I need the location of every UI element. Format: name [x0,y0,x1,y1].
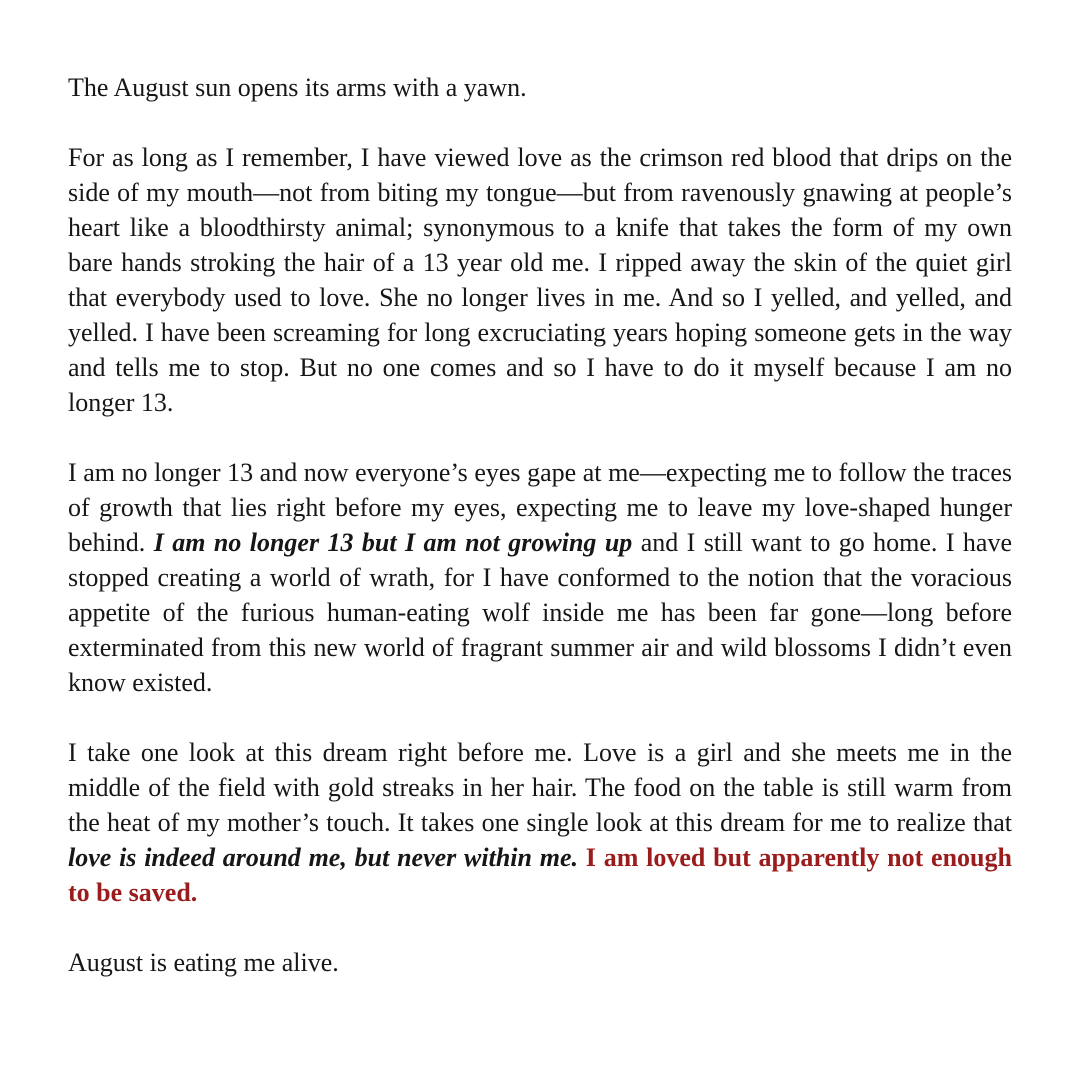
paragraph-3-text-c: and I still want to go home. I have stopped creating a world of wrath, for I have conformed to the notion that the voracious appetite of the furious human-eating wolf inside me has been far gone—long before exterminated from this new world of fragrant summer air and wild blossoms I didn’t even know existed. [68,528,1012,697]
paragraph-3 [68,455,1012,700]
paragraph-1-text: The August sun opens its arms with a yawn. [68,73,527,102]
paragraph-4 [68,735,1012,910]
paragraph-4-bold-italic-emphasis: love is indeed around me, but never within me. [68,843,579,872]
paragraph-5-text: August is eating me alive. [68,948,339,977]
paragraph-2 [68,140,1012,420]
paragraph-4-text-a: I take one look at this dream right before me. Love is a girl and she meets me in the middle of the field with gold streaks in her hair. The food on the table is still warm from the heat of my mother’s touch. It takes one single look at this dream for me to realize that [68,738,1012,837]
paragraph-5 [68,945,1012,980]
paragraph-4-red-emphasis: I am loved but apparently not enough to be saved. [68,843,1012,907]
paragraph-3-text-a: I am no longer 13 and now everyone’s eyes gape at me—expecting me to follow the traces of growth that lies right before my eyes, expecting me to leave my love-shaped hunger behind. [68,458,1012,557]
paragraph-2-text: For as long as I remember, I have viewed love as the crimson red blood that drips on the side of my mouth—not from biting my tongue—but from ravenously gnawing at people’s heart like a bloodthirsty animal; synonymous to a knife that takes the form of my own bare hands stroking the hair of a 13 year old me. I ripped away the skin of the quiet girl that everybody used to love. She no longer lives in me. And so I yelled, and yelled, and yelled. I have been screaming for long excruciating years hoping someone gets in the way and tells me to stop. But no one comes and so I have to do it myself because I am no longer 13. [68,143,1012,417]
paragraph-3-bold-italic-emphasis: I am no longer 13 but I am not growing up [153,528,633,557]
paragraph-1 [68,70,1012,105]
poem-text-block [68,70,1012,980]
